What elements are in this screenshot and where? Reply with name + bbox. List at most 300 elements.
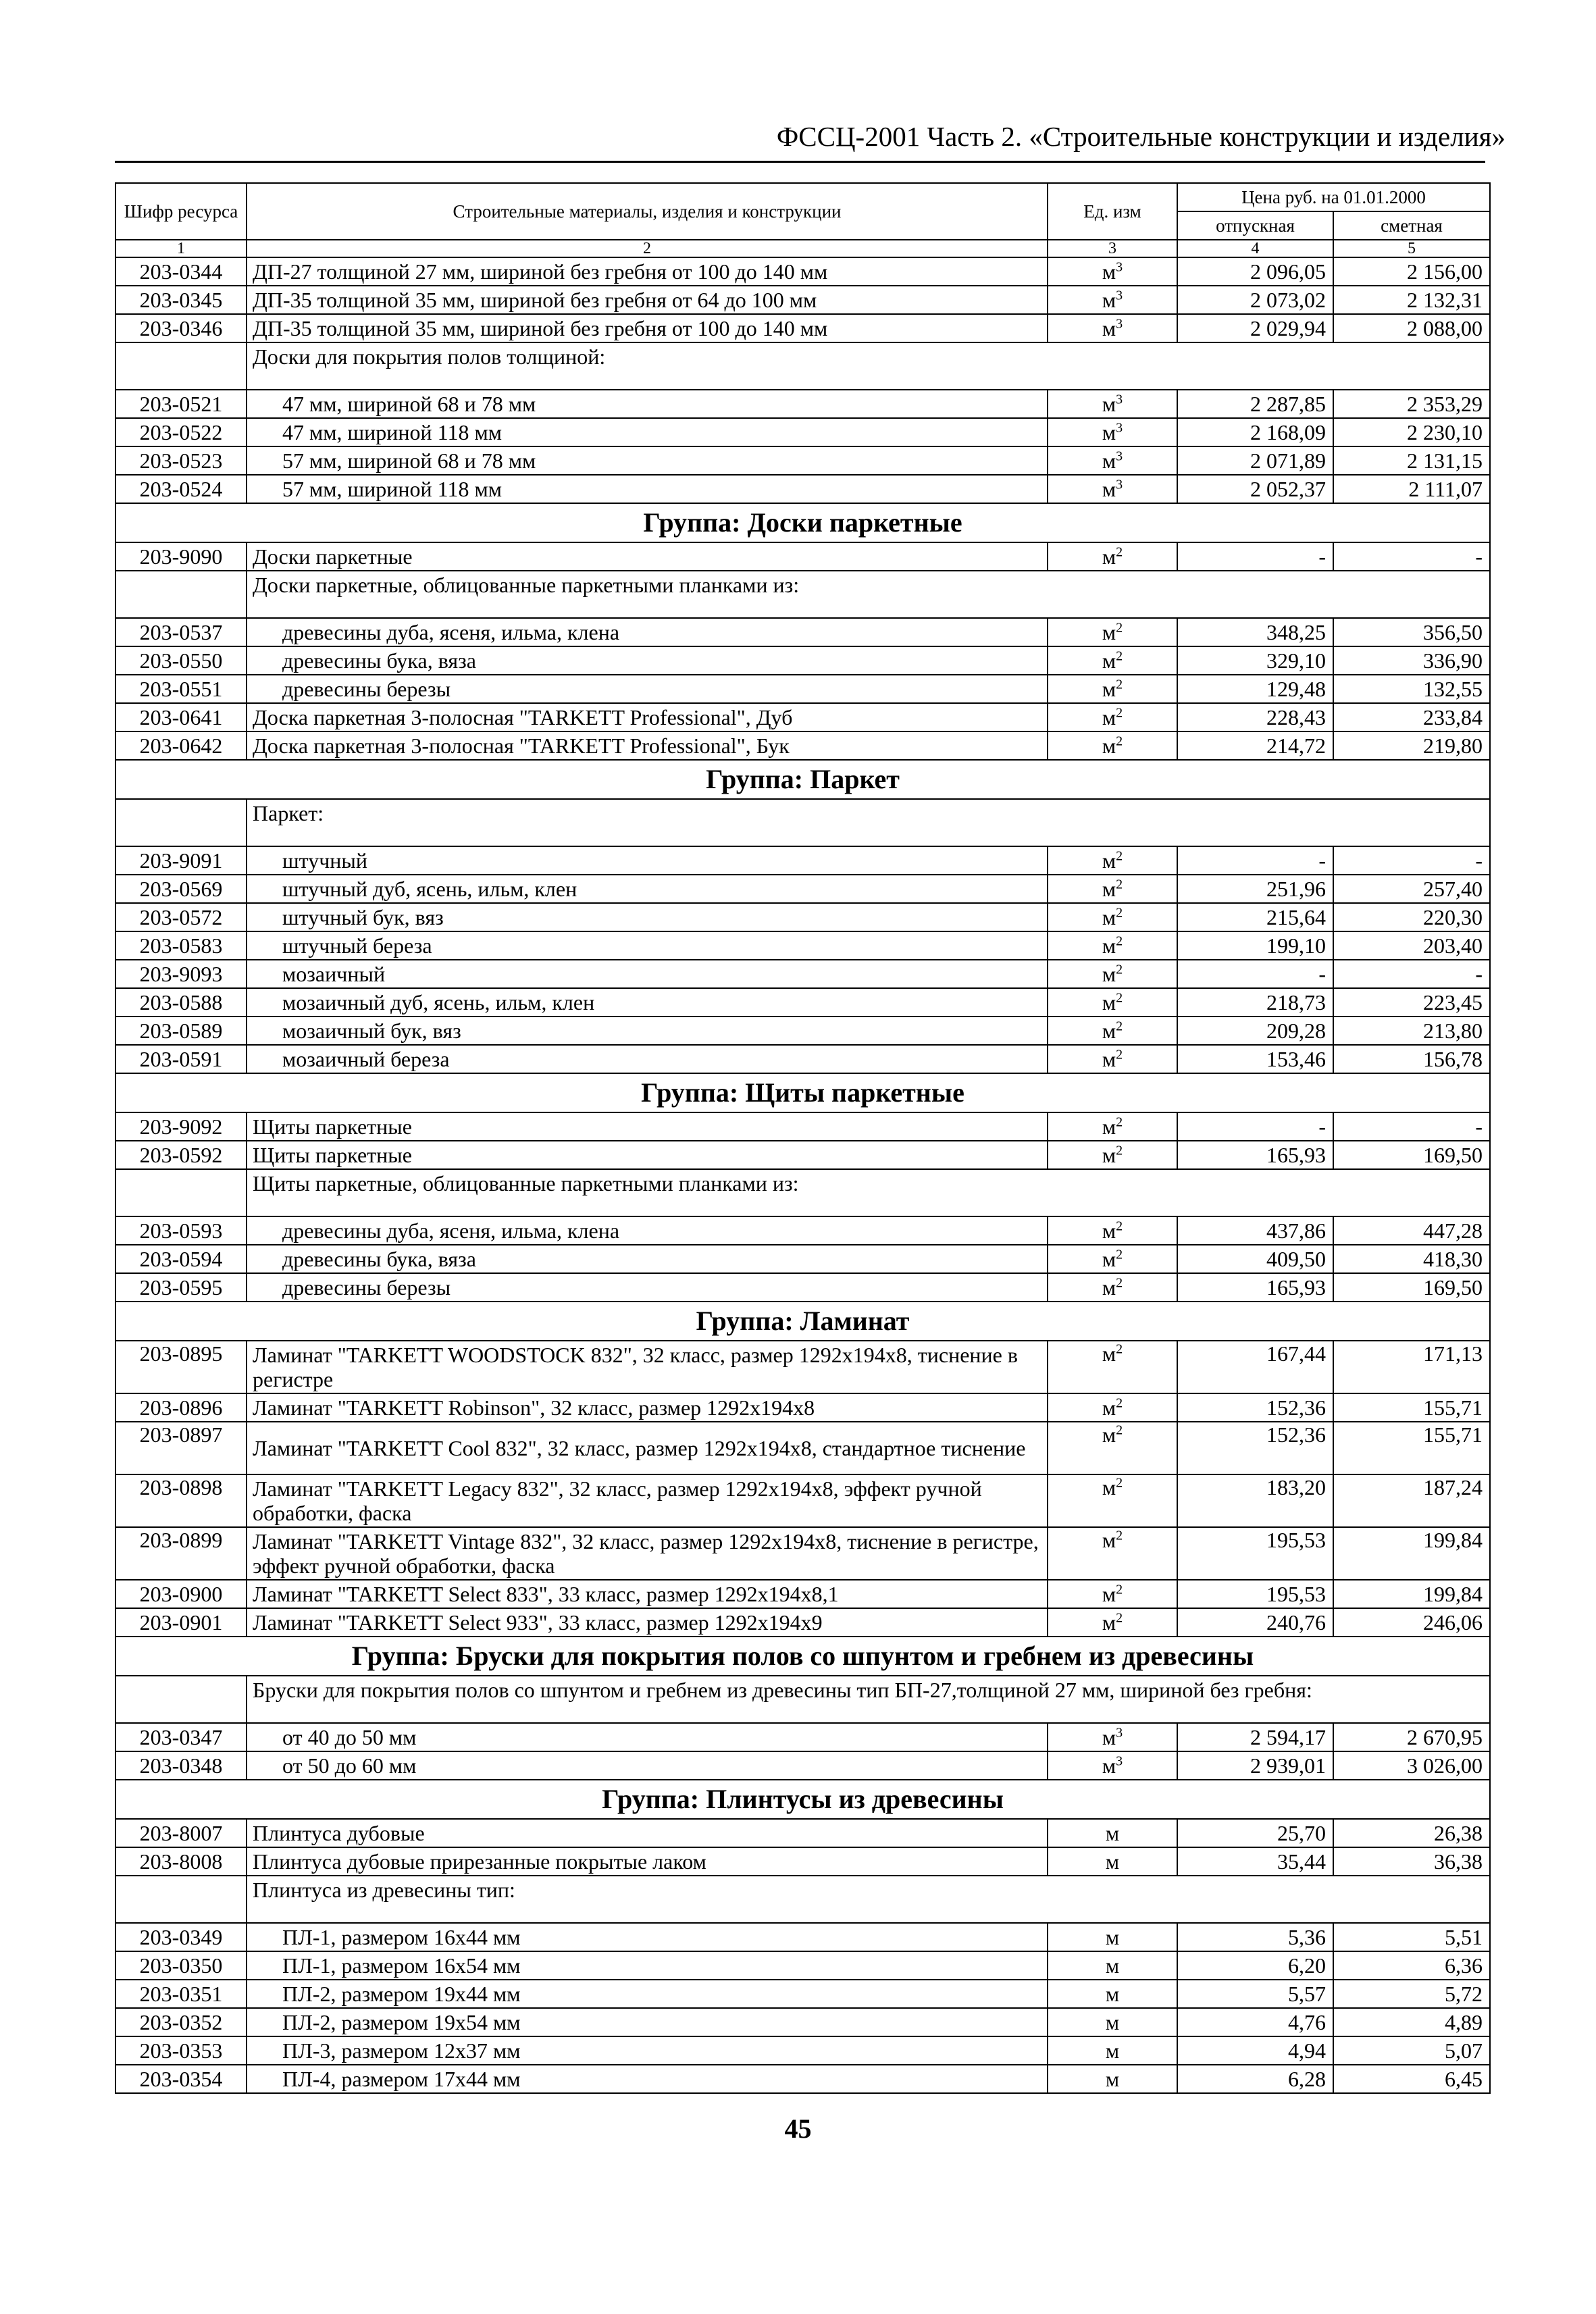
unit-cell — [1048, 1723, 1177, 1751]
price-table-body — [115, 183, 1490, 2093]
estimate-price: 6,36 — [1333, 1951, 1490, 1980]
release-price: 348,25 — [1177, 618, 1333, 646]
release-price: 167,44 — [1177, 1341, 1333, 1393]
material-name: Щиты паркетные — [247, 1141, 1048, 1169]
unit-text: м — [1102, 962, 1116, 986]
material-name: мозаичный — [247, 960, 1048, 988]
header-estimate-price: сметная — [1333, 211, 1490, 240]
table-row — [115, 1245, 1490, 1273]
unit-text: м — [1102, 905, 1116, 929]
group-heading: Группа: Доски паркетные — [115, 503, 1490, 542]
resource-code: 203-0537 — [115, 618, 247, 646]
unit-exponent: 2 — [1116, 1047, 1123, 1062]
estimate-price: 203,40 — [1333, 931, 1490, 960]
unit-text: м — [1102, 648, 1116, 673]
estimate-price: 169,50 — [1333, 1273, 1490, 1302]
unit-exponent: 2 — [1116, 1247, 1123, 1262]
material-name: Доски паркетные — [247, 542, 1048, 571]
estimate-price: 187,24 — [1333, 1474, 1490, 1527]
material-name: древесины березы — [247, 1273, 1048, 1302]
unit-cell — [1048, 2008, 1177, 2036]
estimate-price: 156,78 — [1333, 1045, 1490, 1073]
estimate-price: 2 156,00 — [1333, 257, 1490, 286]
material-name: ПЛ-2, размером 19x54 мм — [247, 2008, 1048, 2036]
unit-exponent: 2 — [1116, 1528, 1123, 1543]
unit-cell — [1048, 446, 1177, 475]
unit-text: м — [1102, 544, 1116, 569]
release-price: - — [1177, 960, 1333, 988]
resource-code: 203-0345 — [115, 286, 247, 314]
unit-exponent: 3 — [1116, 316, 1123, 332]
material-name: ДП-35 толщиной 35 мм, шириной без гребня от 100 до 140 мм — [247, 314, 1048, 342]
table-row — [115, 1112, 1490, 1141]
table-row — [115, 1017, 1490, 1045]
release-price: 199,10 — [1177, 931, 1333, 960]
table-row — [115, 1393, 1490, 1422]
unit-text: м — [1102, 1247, 1116, 1271]
release-price: 5,36 — [1177, 1923, 1333, 1951]
material-name: от 40 до 50 мм — [247, 1723, 1048, 1751]
table-header-row — [115, 183, 1490, 211]
unit-text: м — [1102, 1610, 1116, 1635]
unit-exponent: 3 — [1116, 288, 1123, 303]
release-price: 129,48 — [1177, 675, 1333, 703]
material-name: штучный — [247, 846, 1048, 875]
unit-exponent: 3 — [1116, 477, 1123, 492]
unit-exponent: 2 — [1116, 1341, 1123, 1357]
resource-code: 203-0896 — [115, 1393, 247, 1422]
table-row — [115, 390, 1490, 418]
estimate-price: 155,71 — [1333, 1393, 1490, 1422]
material-name: штучный бук, вяз — [247, 903, 1048, 931]
unit-text: м — [1105, 2067, 1120, 2091]
estimate-price: 132,55 — [1333, 675, 1490, 703]
table-row — [115, 960, 1490, 988]
column-number: 1 — [115, 240, 247, 257]
release-price: 6,28 — [1177, 2065, 1333, 2093]
resource-code: 203-9090 — [115, 542, 247, 571]
unit-text: м — [1102, 288, 1116, 312]
unit-exponent: 2 — [1116, 1275, 1123, 1291]
release-price: 195,53 — [1177, 1580, 1333, 1608]
estimate-price: 356,50 — [1333, 618, 1490, 646]
unit-text: м — [1102, 1019, 1116, 1043]
unit-cell — [1048, 1474, 1177, 1527]
release-price: 4,76 — [1177, 2008, 1333, 2036]
unit-cell — [1048, 1422, 1177, 1474]
unit-exponent: 2 — [1116, 1143, 1123, 1158]
unit-cell — [1048, 1527, 1177, 1580]
estimate-price: 5,51 — [1333, 1923, 1490, 1951]
release-price: 2 096,05 — [1177, 257, 1333, 286]
row-spacer — [115, 342, 247, 390]
unit-exponent: 2 — [1116, 677, 1123, 692]
table-row — [115, 2008, 1490, 2036]
material-name: от 50 до 60 мм — [247, 1751, 1048, 1780]
material-name: ПЛ-4, размером 17x44 мм — [247, 2065, 1048, 2093]
unit-cell — [1048, 1847, 1177, 1876]
unit-text: м — [1102, 1582, 1116, 1606]
unit-cell — [1048, 1216, 1177, 1245]
row-spacer — [115, 1876, 247, 1923]
release-price: 228,43 — [1177, 703, 1333, 731]
table-row — [115, 1723, 1490, 1751]
resource-code: 203-8008 — [115, 1847, 247, 1876]
unit-cell — [1048, 2036, 1177, 2065]
material-name: Ламинат "TARKETT Vintage 832", 32 класс, размер 1292x194x8, тиснение в регистре, эффект ручной обработки, фаска — [247, 1527, 1048, 1580]
table-row — [115, 1141, 1490, 1169]
unit-text: м — [1102, 1753, 1116, 1778]
document-title: ФССЦ-2001 Часть 2. «Строительные конструкции и изделия» — [776, 121, 1505, 152]
unit-text: м — [1102, 1725, 1116, 1749]
unit-text: м — [1102, 734, 1116, 758]
release-price: 2 287,85 — [1177, 390, 1333, 418]
unit-exponent: 2 — [1116, 848, 1123, 864]
unit-exponent: 2 — [1116, 933, 1123, 949]
estimate-price: 2 132,31 — [1333, 286, 1490, 314]
table-row — [115, 1474, 1490, 1527]
table-row — [115, 1216, 1490, 1245]
unit-cell — [1048, 1819, 1177, 1847]
unit-text: м — [1102, 1341, 1116, 1366]
unit-text: м — [1102, 1218, 1116, 1243]
unit-cell — [1048, 2065, 1177, 2093]
subheading-text: Доски паркетные, облицованные паркетными планками из: — [247, 571, 1490, 618]
group-heading-row — [115, 503, 1490, 542]
table-row — [115, 1580, 1490, 1608]
table-row — [115, 2036, 1490, 2065]
estimate-price: 169,50 — [1333, 1141, 1490, 1169]
table-row — [115, 731, 1490, 760]
release-price: 409,50 — [1177, 1245, 1333, 1273]
unit-exponent: 2 — [1116, 620, 1123, 636]
unit-exponent: 3 — [1116, 420, 1123, 436]
estimate-price: 199,84 — [1333, 1527, 1490, 1580]
unit-text: м — [1102, 1143, 1116, 1167]
column-number: 4 — [1177, 240, 1333, 257]
unit-text: м — [1102, 1275, 1116, 1300]
unit-exponent: 2 — [1116, 905, 1123, 921]
unit-cell — [1048, 960, 1177, 988]
column-number: 3 — [1048, 240, 1177, 257]
unit-cell — [1048, 875, 1177, 903]
group-heading-row — [115, 1780, 1490, 1819]
group-heading-row — [115, 760, 1490, 799]
page-number: 45 — [784, 2113, 812, 2144]
release-price: 214,72 — [1177, 731, 1333, 760]
resource-code: 203-0522 — [115, 418, 247, 446]
table-row — [115, 418, 1490, 446]
resource-code: 203-0572 — [115, 903, 247, 931]
estimate-price: 4,89 — [1333, 2008, 1490, 2036]
table-row — [115, 675, 1490, 703]
group-heading-row — [115, 1302, 1490, 1341]
subheading-text: Бруски для покрытия полов со шпунтом и гребнем из древесины тип БП-27,толщиной 27 мм, шириной без гребня: — [247, 1676, 1490, 1723]
subheading-row — [115, 1876, 1490, 1923]
unit-exponent: 2 — [1116, 1610, 1123, 1626]
price-table — [115, 182, 1491, 2094]
group-heading: Группа: Паркет — [115, 760, 1490, 799]
release-price: 152,36 — [1177, 1393, 1333, 1422]
release-price: 218,73 — [1177, 988, 1333, 1017]
estimate-price: 219,80 — [1333, 731, 1490, 760]
unit-text: м — [1105, 1925, 1120, 1949]
unit-cell — [1048, 1245, 1177, 1273]
resource-code: 203-0583 — [115, 931, 247, 960]
estimate-price: 155,71 — [1333, 1422, 1490, 1474]
resource-code: 203-0346 — [115, 314, 247, 342]
unit-cell — [1048, 542, 1177, 571]
table-row — [115, 1951, 1490, 1980]
unit-exponent: 3 — [1116, 448, 1123, 464]
table-row — [115, 1527, 1490, 1580]
header-rule — [115, 161, 1485, 163]
unit-cell — [1048, 931, 1177, 960]
release-price: 152,36 — [1177, 1422, 1333, 1474]
resource-code: 203-0551 — [115, 675, 247, 703]
resource-code: 203-0595 — [115, 1273, 247, 1302]
resource-code: 203-0897 — [115, 1422, 247, 1474]
resource-code: 203-0349 — [115, 1923, 247, 1951]
release-price: 2 594,17 — [1177, 1723, 1333, 1751]
material-name: Ламинат "TARKETT WOODSTOCK 832", 32 класс, размер 1292x194x8, тиснение в регистре — [247, 1341, 1048, 1393]
unit-exponent: 2 — [1116, 734, 1123, 749]
release-price: 165,93 — [1177, 1273, 1333, 1302]
unit-text: м — [1102, 1395, 1116, 1420]
release-price: 2 939,01 — [1177, 1751, 1333, 1780]
table-row — [115, 1819, 1490, 1847]
row-spacer — [115, 1169, 247, 1216]
unit-cell — [1048, 390, 1177, 418]
subheading-row — [115, 342, 1490, 390]
group-heading-row — [115, 1073, 1490, 1112]
release-price: 6,20 — [1177, 1951, 1333, 1980]
subheading-text: Доски для покрытия полов толщиной: — [247, 342, 1490, 390]
unit-text: м — [1102, 620, 1116, 644]
release-price: 209,28 — [1177, 1017, 1333, 1045]
release-price: 195,53 — [1177, 1527, 1333, 1580]
estimate-price: 2 353,29 — [1333, 390, 1490, 418]
table-row — [115, 618, 1490, 646]
material-name: Доска паркетная 3-полосная "TARKETT Professional", Бук — [247, 731, 1048, 760]
unit-cell — [1048, 646, 1177, 675]
resource-code: 203-0642 — [115, 731, 247, 760]
material-name: мозаичный бук, вяз — [247, 1017, 1048, 1045]
table-row — [115, 1751, 1490, 1780]
unit-text: м — [1102, 1475, 1116, 1499]
unit-cell — [1048, 1141, 1177, 1169]
table-row — [115, 475, 1490, 503]
material-name: 47 мм, шириной 68 и 78 мм — [247, 390, 1048, 418]
resource-code: 203-0899 — [115, 1527, 247, 1580]
table-row — [115, 1847, 1490, 1876]
unit-cell — [1048, 1017, 1177, 1045]
unit-text: м — [1102, 990, 1116, 1014]
unit-exponent: 2 — [1116, 1475, 1123, 1491]
material-name: Ламинат "TARKETT Cool 832", 32 класс, размер 1292x194x8, стандартное тиснение — [247, 1422, 1048, 1474]
material-name: Доска паркетная 3-полосная "TARKETT Professional", Дуб — [247, 703, 1048, 731]
release-price: 153,46 — [1177, 1045, 1333, 1073]
unit-exponent: 3 — [1116, 392, 1123, 407]
unit-cell — [1048, 1608, 1177, 1637]
resource-code: 203-0348 — [115, 1751, 247, 1780]
resource-code: 203-0347 — [115, 1723, 247, 1751]
table-row — [115, 875, 1490, 903]
unit-text: м — [1102, 1422, 1116, 1447]
estimate-price: 199,84 — [1333, 1580, 1490, 1608]
unit-cell — [1048, 731, 1177, 760]
unit-text: м — [1105, 1953, 1120, 1978]
unit-text: м — [1105, 1982, 1120, 2006]
unit-cell — [1048, 1112, 1177, 1141]
material-name: древесины дуба, ясеня, ильма, клена — [247, 618, 1048, 646]
release-price: 329,10 — [1177, 646, 1333, 675]
header-release-price: отпускная — [1177, 211, 1333, 240]
unit-cell — [1048, 675, 1177, 703]
unit-exponent: 3 — [1116, 259, 1123, 275]
estimate-price: 2 131,15 — [1333, 446, 1490, 475]
material-name: древесины бука, вяза — [247, 646, 1048, 675]
unit-text: м — [1102, 392, 1116, 416]
row-spacer — [115, 571, 247, 618]
material-name: Ламинат "TARKETT Legacy 832", 32 класс, размер 1292x194x8, эффект ручной обработки, фаска — [247, 1474, 1048, 1527]
group-heading: Группа: Плинтусы из древесины — [115, 1780, 1490, 1819]
estimate-price: - — [1333, 846, 1490, 875]
unit-text: м — [1105, 2038, 1120, 2063]
estimate-price: 5,07 — [1333, 2036, 1490, 2065]
unit-text: м — [1102, 477, 1116, 501]
column-number: 5 — [1333, 240, 1490, 257]
estimate-price: - — [1333, 542, 1490, 571]
resource-code: 203-9092 — [115, 1112, 247, 1141]
estimate-price: 246,06 — [1333, 1608, 1490, 1637]
release-price: 437,86 — [1177, 1216, 1333, 1245]
estimate-price: 213,80 — [1333, 1017, 1490, 1045]
estimate-price: 36,38 — [1333, 1847, 1490, 1876]
resource-code: 203-0350 — [115, 1951, 247, 1980]
material-name: древесины березы — [247, 675, 1048, 703]
unit-cell — [1048, 903, 1177, 931]
subheading-row — [115, 1169, 1490, 1216]
material-name: штучный береза — [247, 931, 1048, 960]
release-price: 183,20 — [1177, 1474, 1333, 1527]
estimate-price: 2 230,10 — [1333, 418, 1490, 446]
estimate-price: 447,28 — [1333, 1216, 1490, 1245]
material-name: ПЛ-2, размером 19x44 мм — [247, 1980, 1048, 2008]
table-row — [115, 314, 1490, 342]
unit-text: м — [1102, 448, 1116, 473]
resource-code: 203-0592 — [115, 1141, 247, 1169]
unit-exponent: 2 — [1116, 544, 1123, 560]
unit-exponent: 2 — [1116, 877, 1123, 892]
unit-text: м — [1102, 933, 1116, 958]
unit-exponent: 2 — [1116, 990, 1123, 1006]
table-row — [115, 988, 1490, 1017]
estimate-price: 336,90 — [1333, 646, 1490, 675]
resource-code: 203-0589 — [115, 1017, 247, 1045]
material-name: 57 мм, шириной 68 и 78 мм — [247, 446, 1048, 475]
unit-text: м — [1102, 1114, 1116, 1139]
material-name: древесины бука, вяза — [247, 1245, 1048, 1273]
unit-exponent: 2 — [1116, 1395, 1123, 1411]
table-row — [115, 1608, 1490, 1637]
unit-exponent: 2 — [1116, 1422, 1123, 1438]
resource-code: 203-0351 — [115, 1980, 247, 2008]
unit-cell — [1048, 1923, 1177, 1951]
unit-cell — [1048, 1393, 1177, 1422]
unit-exponent: 2 — [1116, 1218, 1123, 1234]
unit-text: м — [1102, 1047, 1116, 1071]
material-name: Ламинат "TARKETT Select 933", 33 класс, размер 1292x194x9 — [247, 1608, 1048, 1637]
estimate-price: 233,84 — [1333, 703, 1490, 731]
unit-cell — [1048, 1951, 1177, 1980]
material-name: ПЛ-1, размером 16x44 мм — [247, 1923, 1048, 1951]
unit-text: м — [1105, 1849, 1120, 1874]
unit-cell — [1048, 1341, 1177, 1393]
estimate-price: - — [1333, 1112, 1490, 1141]
resource-code: 203-0588 — [115, 988, 247, 1017]
unit-exponent: 2 — [1116, 648, 1123, 664]
release-price: 215,64 — [1177, 903, 1333, 931]
estimate-price: - — [1333, 960, 1490, 988]
estimate-price: 6,45 — [1333, 2065, 1490, 2093]
estimate-price: 2 111,07 — [1333, 475, 1490, 503]
release-price: - — [1177, 846, 1333, 875]
table-row — [115, 1045, 1490, 1073]
release-price: 2 168,09 — [1177, 418, 1333, 446]
unit-exponent: 3 — [1116, 1753, 1123, 1769]
table-row — [115, 1980, 1490, 2008]
table-row — [115, 1341, 1490, 1393]
material-name: ПЛ-3, размером 12x37 мм — [247, 2036, 1048, 2065]
row-spacer — [115, 1676, 247, 1723]
table-row — [115, 2065, 1490, 2093]
release-price: 2 073,02 — [1177, 286, 1333, 314]
unit-exponent: 2 — [1116, 1019, 1123, 1034]
estimate-price: 26,38 — [1333, 1819, 1490, 1847]
resource-code: 203-0900 — [115, 1580, 247, 1608]
unit-text: м — [1102, 705, 1116, 729]
material-name: 47 мм, шириной 118 мм — [247, 418, 1048, 446]
release-price: 240,76 — [1177, 1608, 1333, 1637]
resource-code: 203-0344 — [115, 257, 247, 286]
resource-code: 203-0591 — [115, 1045, 247, 1073]
release-price: 2 052,37 — [1177, 475, 1333, 503]
estimate-price: 223,45 — [1333, 988, 1490, 1017]
material-name: Ламинат "TARKETT Select 833", 33 класс, размер 1292x194x8,1 — [247, 1580, 1048, 1608]
estimate-price: 2 088,00 — [1333, 314, 1490, 342]
group-heading: Группа: Ламинат — [115, 1302, 1490, 1341]
row-spacer — [115, 799, 247, 846]
resource-code: 203-0569 — [115, 875, 247, 903]
material-name: ДП-35 толщиной 35 мм, шириной без гребня от 64 до 100 мм — [247, 286, 1048, 314]
resource-code: 203-0901 — [115, 1608, 247, 1637]
resource-code: 203-0524 — [115, 475, 247, 503]
unit-text: м — [1102, 677, 1116, 701]
unit-text: м — [1102, 1528, 1116, 1552]
column-number: 2 — [247, 240, 1048, 257]
unit-cell — [1048, 257, 1177, 286]
material-name: мозаичный дуб, ясень, ильм, клен — [247, 988, 1048, 1017]
release-price: 165,93 — [1177, 1141, 1333, 1169]
estimate-price: 257,40 — [1333, 875, 1490, 903]
unit-exponent: 2 — [1116, 705, 1123, 721]
unit-exponent: 2 — [1116, 962, 1123, 977]
unit-exponent: 3 — [1116, 1725, 1123, 1741]
material-name: Щиты паркетные — [247, 1112, 1048, 1141]
unit-cell — [1048, 286, 1177, 314]
unit-exponent: 2 — [1116, 1114, 1123, 1130]
